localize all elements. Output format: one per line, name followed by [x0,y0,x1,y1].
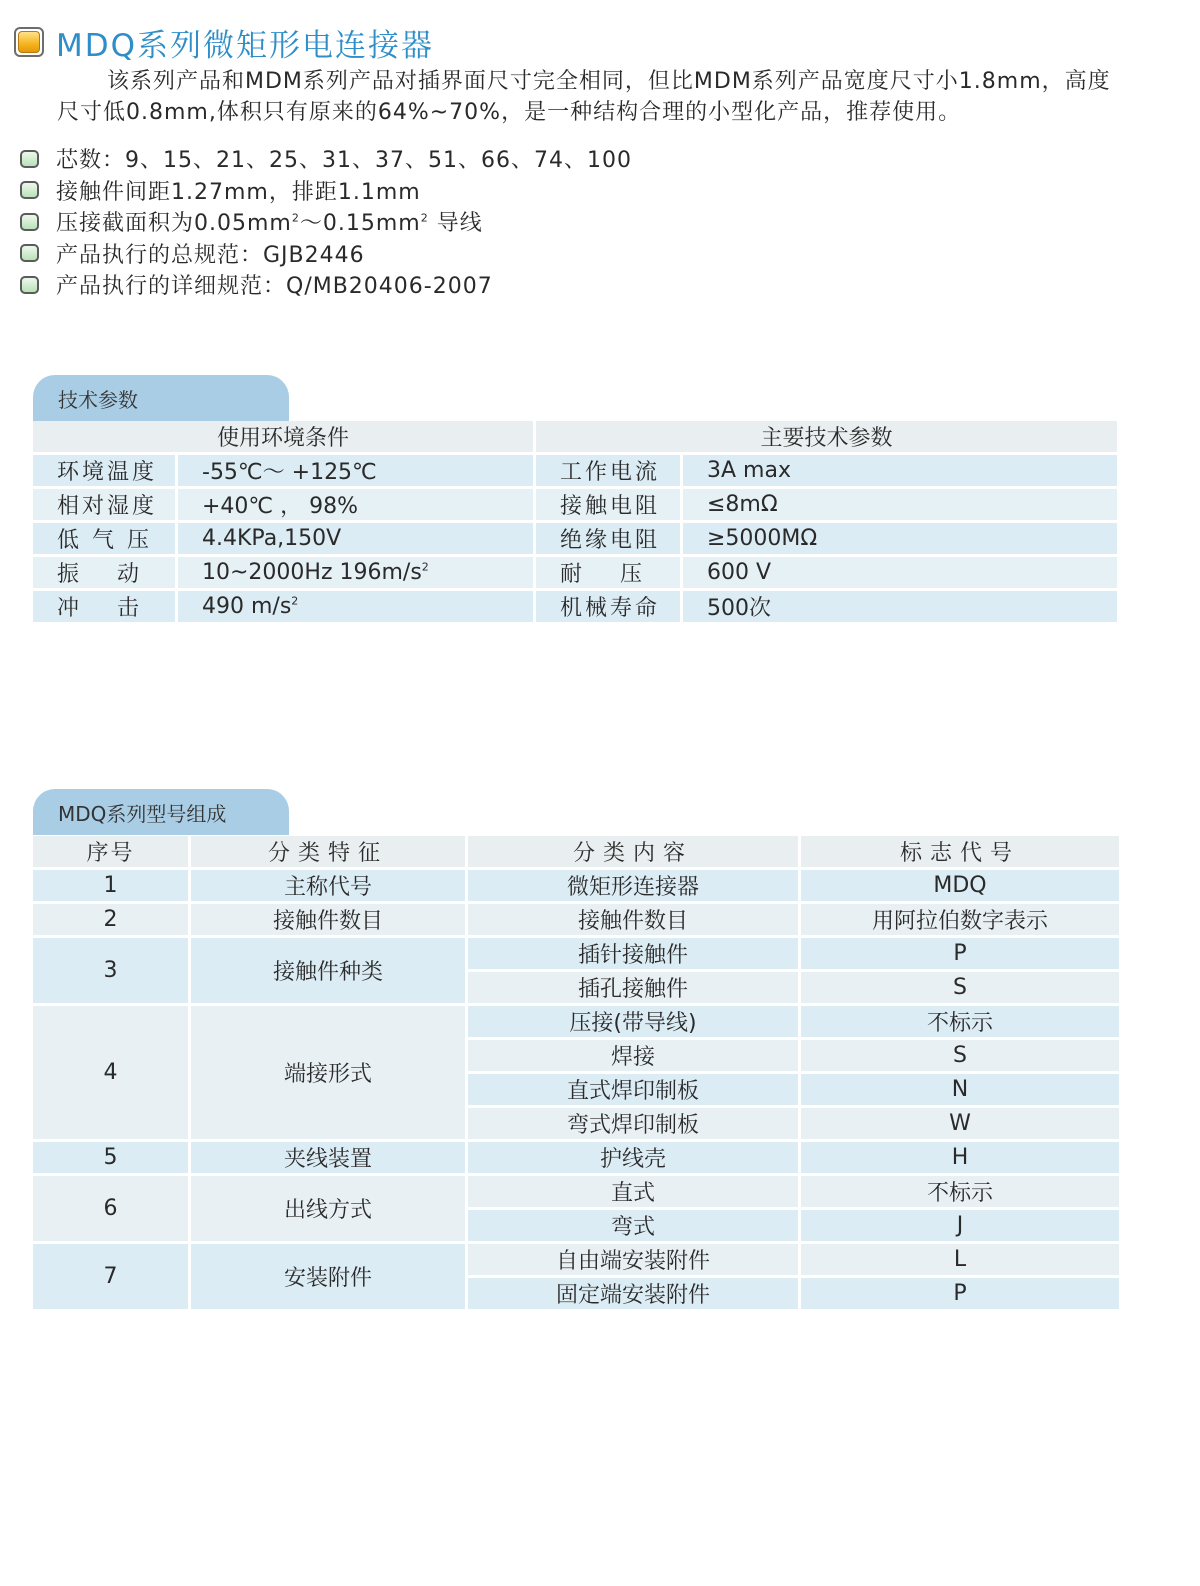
env-header: 使用环境条件 [33,421,533,452]
table-row [33,904,1119,935]
bullet-square-icon [20,213,39,231]
code-cell: MDQ [801,870,1119,901]
content-cell: 插针接触件 [468,938,798,969]
table-row [33,1176,1119,1207]
feature-cell: 接触件数目 [191,904,465,935]
feature-cell: 主称代号 [191,870,465,901]
feature-cell: 出线方式 [191,1176,465,1241]
table-row [33,455,1117,486]
code-cell: L [801,1244,1119,1275]
feature-text: 接触件间距1.27mm，排距1.1mm [56,179,421,205]
table-row [33,1006,1119,1037]
model-composition-tab: MDQ系列型号组成 [33,789,289,835]
main-label: 绝缘电阻 [536,523,680,554]
page-title: MDQ系列微矩形电连接器 [56,27,435,64]
bullet-square-icon [20,244,39,262]
code-cell: P [801,938,1119,969]
env-label: 相对湿度 [33,489,175,520]
seq-cell: 4 [33,1006,188,1139]
code-cell: S [801,972,1119,1003]
table-header-row [33,836,1119,867]
code-cell: S [801,1040,1119,1071]
page-title-block [14,22,434,62]
feature-item-pitch [20,175,632,207]
env-label: 冲 击 [33,591,175,622]
code-cell: W [801,1108,1119,1139]
intro-line-1: 该系列产品和MDM系列产品对插界面尺寸完全相同，但比MDM系列产品宽度尺寸小1.8mm，高度 [107,69,1111,94]
header-seq: 序号 [33,836,188,867]
env-label: 振 动 [33,557,175,588]
content-cell: 微矩形连接器 [468,870,798,901]
tech-params-table [30,418,1120,625]
header-feature: 分类特征 [191,836,465,867]
env-label: 低 气 压 [33,523,175,554]
code-cell: 不标示 [801,1006,1119,1037]
feature-cell: 安装附件 [191,1244,465,1309]
main-label: 耐 压 [536,557,680,588]
intro-line-2: 尺寸低0.8mm,体积只有原来的64%~70%，是一种结构合理的小型化产品，推荐使用。 [57,100,962,125]
content-cell: 焊接 [468,1040,798,1071]
main-label: 机械寿命 [536,591,680,622]
feature-item-wire [20,206,632,238]
bullet-square-icon [20,150,39,168]
content-cell: 护线壳 [468,1142,798,1173]
main-value: ≥5000MΩ [683,523,1117,554]
feature-cell: 夹线装置 [191,1142,465,1173]
intro-paragraph [57,66,1157,128]
tech-params-tab: 技术参数 [33,375,289,421]
feature-text: 产品执行的详细规范：Q/MB20406-2007 [56,274,493,300]
seq-cell: 1 [33,870,188,901]
header-code: 标志代号 [801,836,1119,867]
feature-text: 压接截面积为$0.05mm^2\sim 0.15mm^2$ 导线 [56,211,483,237]
main-value: 500次 [683,591,1117,622]
table-row [33,489,1117,520]
table-row [33,1244,1119,1275]
header-content: 分类内容 [468,836,798,867]
content-cell: 弯式 [468,1210,798,1241]
main-label: 接触电阻 [536,489,680,520]
seq-cell: 7 [33,1244,188,1309]
main-value: 3A max [683,455,1117,486]
main-value: ≤8mΩ [683,489,1117,520]
env-value: 10~2000Hz $196m/s^2$ [178,557,533,588]
env-value: 4.4KPa,150V [178,523,533,554]
content-cell: 插孔接触件 [468,972,798,1003]
table-row [33,870,1119,901]
content-cell: 直式 [468,1176,798,1207]
content-cell: 自由端安装附件 [468,1244,798,1275]
code-cell: J [801,1210,1119,1241]
table-row [33,523,1117,554]
feature-list [20,143,632,301]
seq-cell: 2 [33,904,188,935]
code-cell: 不标示 [801,1176,1119,1207]
env-value: +40℃ ， 98% [178,489,533,520]
feature-item-detail-spec [20,269,632,301]
feature-text: 产品执行的总规范：GJB2446 [56,242,365,268]
content-cell: 直式焊印制板 [468,1074,798,1105]
model-composition-table [30,833,1122,1312]
main-label: 工作电流 [536,455,680,486]
bullet-square-icon [20,276,39,294]
content-cell: 压接(带导线) [468,1006,798,1037]
table-header-row [33,421,1117,452]
main-header: 主要技术参数 [536,421,1117,452]
seq-cell: 6 [33,1176,188,1241]
feature-cell: 接触件种类 [191,938,465,1003]
feature-item-cores [20,143,632,175]
env-value: 490 $m/s^2$ [178,591,533,622]
content-cell: 弯式焊印制板 [468,1108,798,1139]
code-cell: N [801,1074,1119,1105]
content-cell: 接触件数目 [468,904,798,935]
seq-cell: 3 [33,938,188,1003]
env-value: -55℃～ +125℃ [178,455,533,486]
feature-item-general-spec [20,238,632,270]
code-cell: 用阿拉伯数字表示 [801,904,1119,935]
env-label: 环境温度 [33,455,175,486]
bullet-square-icon [20,181,39,199]
table-row [33,557,1117,588]
code-cell: H [801,1142,1119,1173]
feature-text: 芯数：9、15、21、25、31、37、51、66、74、100 [56,148,632,174]
content-cell: 固定端安装附件 [468,1278,798,1309]
table-row [33,1142,1119,1173]
table-row [33,591,1117,622]
table-row [33,938,1119,969]
feature-cell: 端接形式 [191,1006,465,1139]
title-square-icon [14,27,44,57]
seq-cell: 5 [33,1142,188,1173]
main-value: 600 V [683,557,1117,588]
code-cell: P [801,1278,1119,1309]
